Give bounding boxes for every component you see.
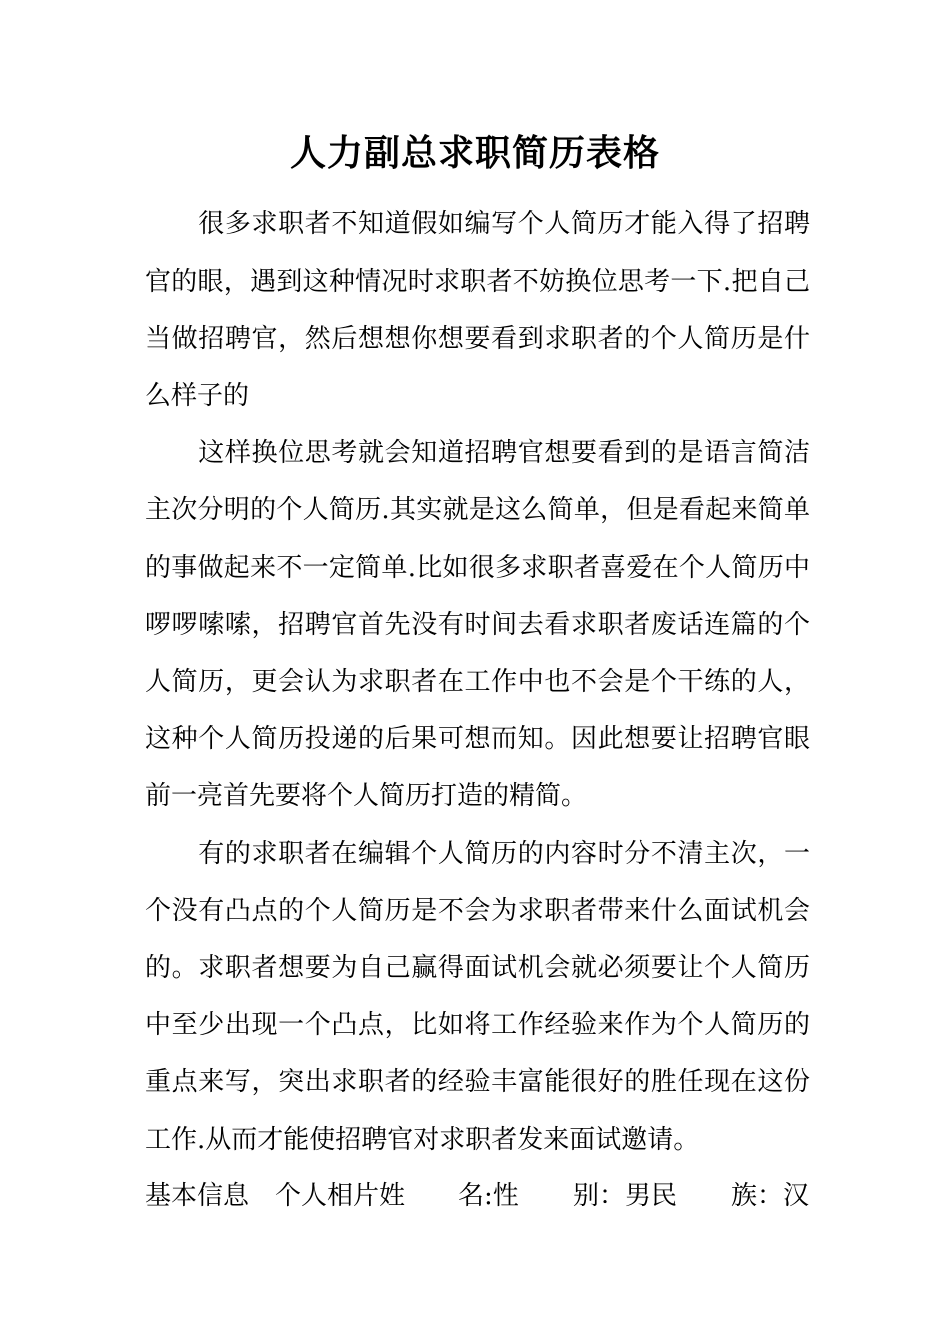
paragraph-2-line-2: 主次分明的个人简历.其实就是这么简单，但是看起来简单 (145, 495, 810, 525)
paragraph-2-line-1: 这样换位思考就会知道招聘官想要看到的是语言简洁 (145, 438, 810, 468)
paragraph-3-line-1: 有的求职者在编辑个人简历的内容时分不清主次，一 (145, 839, 810, 869)
paragraph-3-line-2: 个没有凸点的个人简历是不会为求职者带来什么面试机会 (145, 896, 810, 926)
paragraph-3-line-4: 中至少出现一个凸点，比如将工作经验来作为个人简历的 (145, 1010, 810, 1040)
paragraph-1-line-3: 当做招聘官，然后想想你想要看到求职者的个人简历是什 (145, 324, 810, 354)
paragraph-3-line-5: 重点来写，突出求职者的经验丰富能很好的胜任现在这份 (145, 1067, 810, 1097)
paragraph-2-line-5: 人简历，更会认为求职者在工作中也不会是个干练的人， (145, 667, 810, 697)
paragraph-2-line-7: 前一亮首先要将个人简历打造的精简。 (145, 781, 588, 811)
paragraph-3-line-3: 的。求职者想要为自己赢得面试机会就必须要让个人简历 (145, 953, 810, 983)
paragraph-1-line-4: 么样子的 (145, 381, 250, 411)
basic-info-section-label: 基本信息 (145, 1181, 250, 1211)
personal-photo-label: 个人相片姓 (275, 1181, 406, 1211)
paragraph-1-line-2: 官的眼，遇到这种情况时求职者不妨换位思考一下.把自己 (145, 267, 810, 297)
basic-info-row (145, 1176, 810, 1216)
gender-value-label: 别：男民 (573, 1181, 678, 1211)
document-title: 人力副总求职简历表格 (289, 132, 660, 174)
name-gender-label: 名:性 (458, 1181, 519, 1211)
paragraph-3-line-6: 工作.从而才能使招聘官对求职者发来面试邀请。 (145, 1125, 700, 1155)
ethnicity-label: 族：汉 (731, 1181, 810, 1211)
paragraph-2-line-4: 啰啰嗦嗦，招聘官首先没有时间去看求职者废话连篇的个 (145, 610, 810, 640)
paragraph-2-line-3: 的事做起来不一定简单.比如很多求职者喜爱在个人简历中 (145, 553, 810, 583)
paragraph-1-line-1: 很多求职者不知道假如编写个人简历才能入得了招聘 (145, 209, 810, 239)
paragraph-2-line-6: 这种个人简历投递的后果可想而知。因此想要让招聘官眼 (145, 724, 810, 754)
